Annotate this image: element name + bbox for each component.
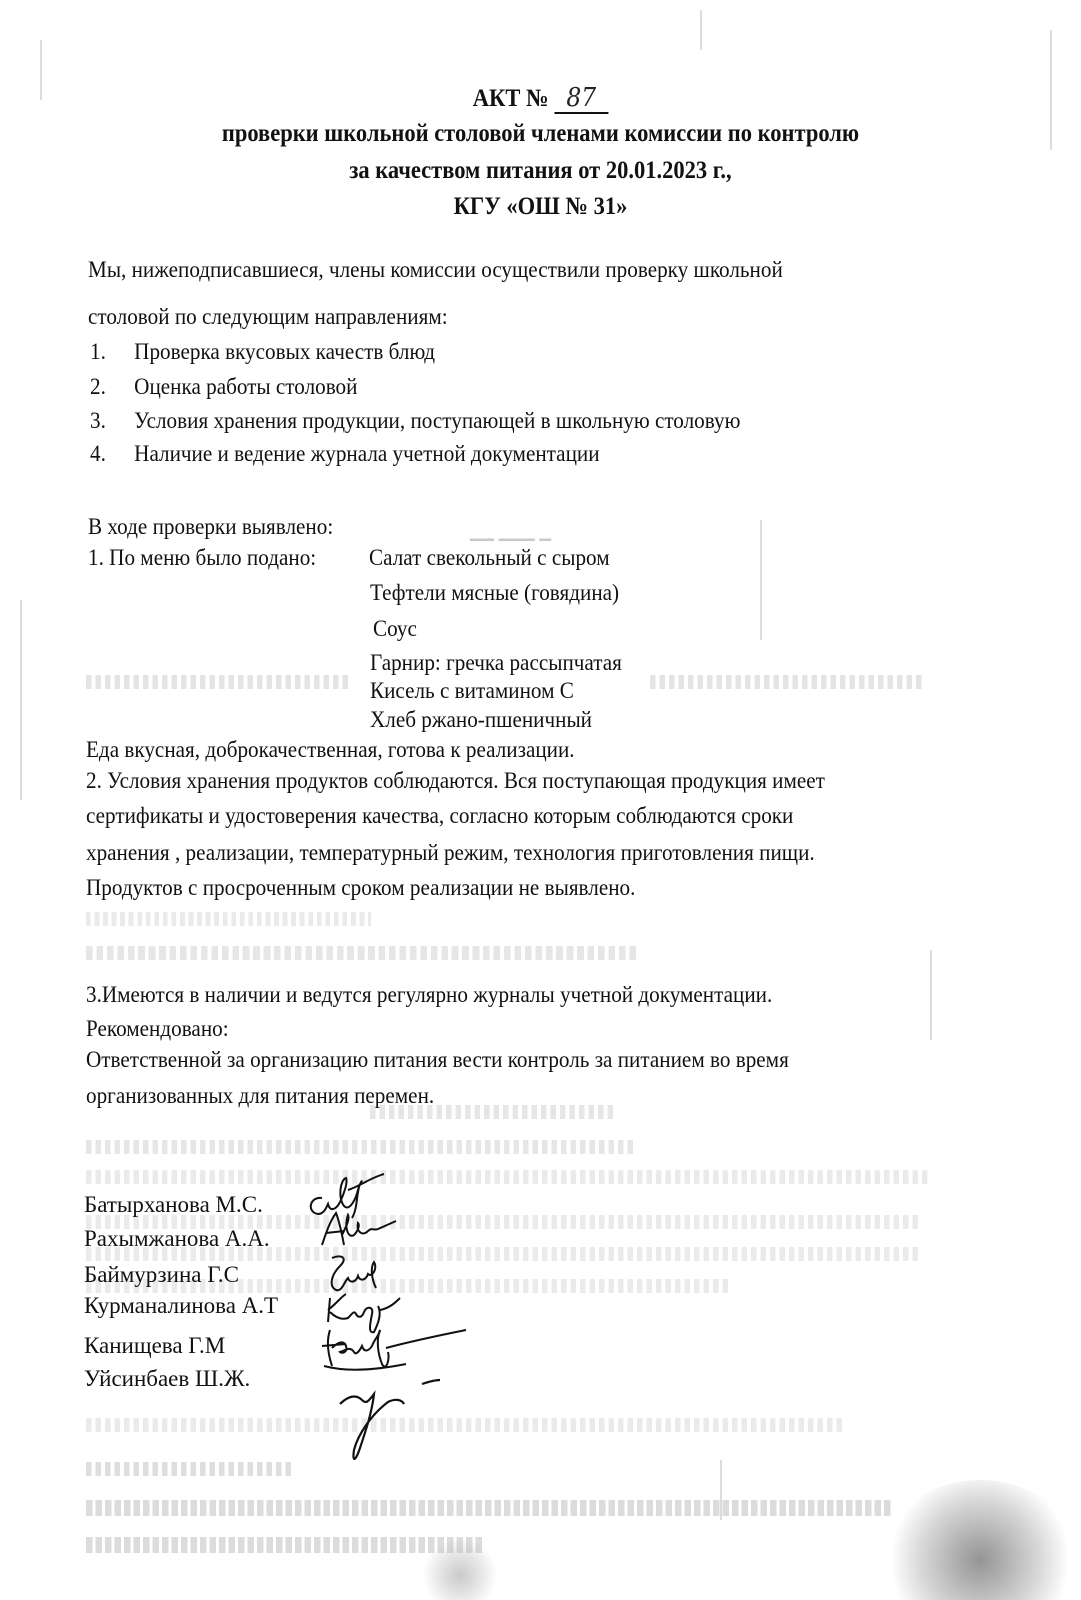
document-subtitle-line: КГУ «ОШ № 31» [453, 193, 628, 220]
scan-smudge [880, 1480, 1080, 1600]
bleed-through-mark [86, 1140, 637, 1154]
intro-text: столовой по следующим направлениям: [88, 304, 448, 329]
scan-speck [20, 600, 22, 800]
bleed-through-mark [86, 675, 352, 689]
bleed-through-mark: ▁▁ ▁▁▁ ▁ [470, 524, 552, 541]
direction-item [90, 374, 357, 400]
document-subtitle-line: проверки школьной столовой членами комиссии по контролю [221, 120, 860, 147]
direction-text: Условия хранения продукции, поступающей в школьную столовую [134, 408, 741, 433]
bleed-through-mark [86, 1500, 894, 1516]
storage-text: хранения , реализации, температурный режим, технология приготовления пищи. [86, 840, 815, 865]
signatory-name: Канищева Г.М [84, 1333, 226, 1358]
scan-speck [40, 40, 42, 100]
direction-number: 3. [90, 408, 106, 433]
storage-text: Продуктов с просроченным сроком реализации не выявлено. [86, 875, 636, 900]
signatory-name: Уйсинбаев Ш.Ж. [84, 1366, 251, 1391]
signatory-name: Рахымжанова А.А. [84, 1226, 270, 1251]
direction-number: 4. [90, 441, 106, 466]
recommendation-text: организованных для питания перемен. [86, 1083, 435, 1108]
menu-item: Гарнир: гречка рассыпчатая [370, 650, 622, 675]
intro-text: Мы, нижеподписавшиеся, члены комиссии осуществили проверку школьной [88, 257, 783, 282]
scan-speck [930, 950, 932, 1040]
act-number-handwritten: 87 [554, 84, 608, 114]
signature-kanishcheva [316, 1320, 476, 1380]
direction-number: 1. [90, 339, 106, 364]
signature-uisinbaev [332, 1378, 492, 1468]
bleed-through-mark [86, 1462, 295, 1476]
direction-item [90, 339, 435, 365]
recommendation-text: Ответственной за организацию питания вести контроль за питанием во время [86, 1047, 789, 1072]
document-subtitle-line: за качеством питания от 20.01.2023 г., [349, 157, 732, 184]
direction-item [90, 441, 600, 467]
findings-heading: В ходе проверки выявлено: [88, 514, 334, 539]
recommendations-heading: Рекомендовано: [86, 1016, 229, 1041]
scan-speck [1050, 30, 1052, 150]
direction-text: Оценка работы столовой [134, 374, 358, 399]
scan-speck [760, 520, 762, 640]
bleed-through-mark [370, 1105, 617, 1119]
bleed-through-mark [86, 946, 637, 960]
storage-text: 2. Условия хранения продуктов соблюдаются. Вся поступающая продукция имеет [86, 768, 825, 793]
signatory-name: Батырханова М.С. [84, 1192, 263, 1217]
menu-item: Тефтели мясные (говядина) [370, 580, 620, 605]
bleed-through-mark [86, 1537, 485, 1553]
bleed-through-mark [86, 1170, 932, 1184]
storage-text: сертификаты и удостоверения качества, согласно которым соблюдаются сроки [86, 803, 794, 828]
signatory-name: Курманалинова А.Т [84, 1293, 279, 1318]
menu-item: Кисель с витамином С [370, 678, 574, 703]
food-conclusion: Еда вкусная, доброкачественная, готова к реализации. [86, 737, 575, 762]
document-title [54, 84, 1027, 114]
scan-speck [700, 10, 702, 50]
bleed-through-mark [86, 912, 371, 926]
signatory-name: Баймурзина Г.С [84, 1262, 240, 1287]
direction-item [90, 408, 740, 434]
bleed-through-mark [650, 675, 926, 689]
menu-item: Хлеб ржано-пшеничный [370, 707, 593, 732]
menu-label: 1. По меню было подано: [88, 545, 317, 570]
menu-item: Соус [373, 616, 417, 641]
title-prefix: АКТ № [472, 85, 549, 112]
direction-number: 2. [90, 374, 106, 399]
menu-item: Салат свекольный с сыром [369, 545, 610, 570]
direction-text: Проверка вкусовых качеств блюд [134, 339, 435, 364]
journals-text: 3.Имеются в наличии и ведутся регулярно журналы учетной документации. [86, 982, 773, 1007]
direction-text: Наличие и ведение журнала учетной документации [134, 441, 600, 466]
